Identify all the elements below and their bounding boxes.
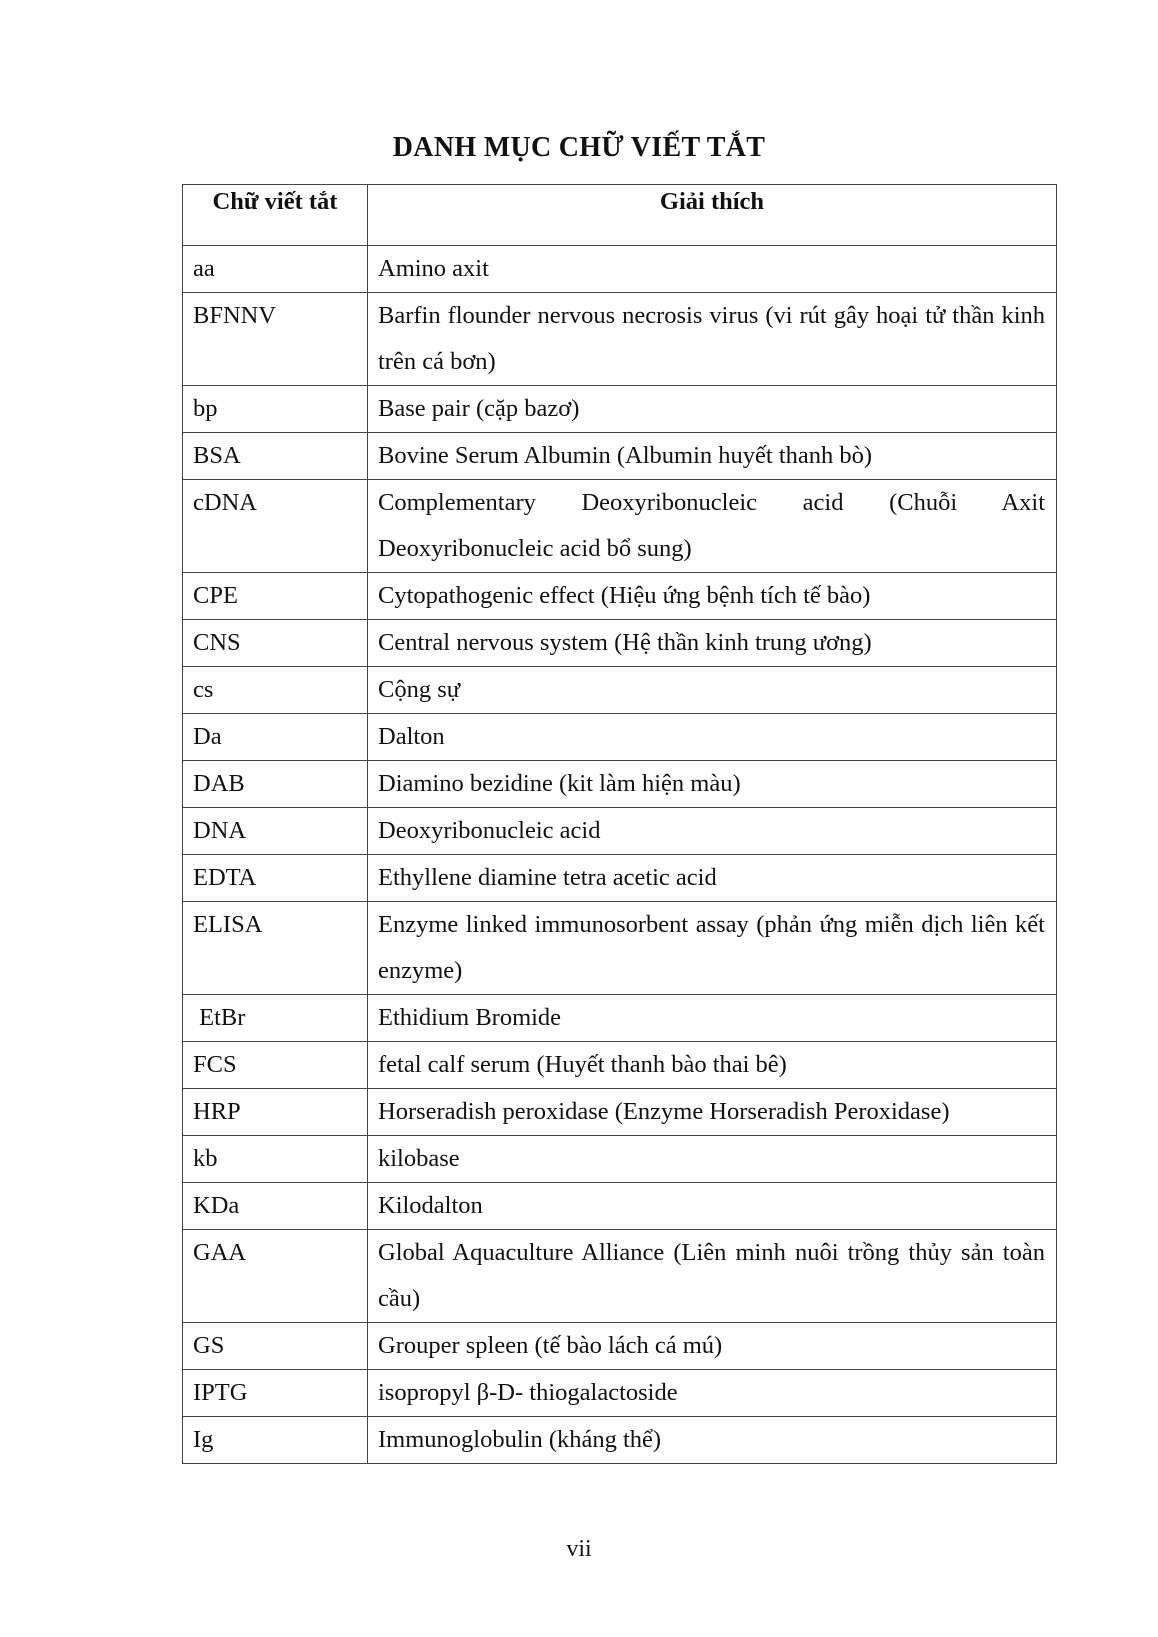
table-row <box>183 714 1057 761</box>
abbreviation-cell: bp <box>183 386 368 433</box>
table-row <box>183 386 1057 433</box>
table-row <box>183 1370 1057 1417</box>
table-row <box>183 808 1057 855</box>
abbreviation-cell: EDTA <box>183 855 368 902</box>
abbreviation-cell: IPTG <box>183 1370 368 1417</box>
abbreviation-cell: DAB <box>183 761 368 808</box>
table-row <box>183 1230 1057 1323</box>
abbreviation-cell: BSA <box>183 433 368 480</box>
explanation-cell: Ethidium Bromide <box>368 995 1057 1042</box>
table-row <box>183 855 1057 902</box>
table-row <box>183 1417 1057 1464</box>
abbreviation-cell: HRP <box>183 1089 368 1136</box>
explanation-cell: Cytopathogenic effect (Hiệu ứng bệnh tích tế bào) <box>368 573 1057 620</box>
abbreviation-cell: GAA <box>183 1230 368 1323</box>
table-row <box>183 573 1057 620</box>
abbreviation-cell: Da <box>183 714 368 761</box>
page-title: DANH MỤC CHỮ VIẾT TẮT <box>392 132 766 163</box>
header-explanation: Giải thích <box>368 185 1057 246</box>
abbreviation-table <box>182 184 1057 1464</box>
abbreviation-cell: GS <box>183 1323 368 1370</box>
abbreviation-cell: CNS <box>183 620 368 667</box>
explanation-cell: Barfin flounder nervous necrosis virus (vi rút gây hoại tử thần kinh trên cá bơn) <box>368 293 1057 386</box>
explanation-cell: Dalton <box>368 714 1057 761</box>
explanation-cell: Grouper spleen (tế bào lách cá mú) <box>368 1323 1057 1370</box>
table-row <box>183 1089 1057 1136</box>
table-row <box>183 902 1057 995</box>
explanation-cell: Global Aquaculture Alliance (Liên minh nuôi trồng thủy sản toàn cầu) <box>368 1230 1057 1323</box>
abbreviation-cell: CPE <box>183 573 368 620</box>
table-row <box>183 620 1057 667</box>
abbreviation-cell: BFNNV <box>183 293 368 386</box>
explanation-cell: Amino axit <box>368 246 1057 293</box>
explanation-cell: Complementary Deoxyribonucleic acid (Chuỗi Axit Deoxyribonucleic acid bổ sung) <box>368 480 1057 573</box>
table-row <box>183 293 1057 386</box>
explanation-cell: Deoxyribonucleic acid <box>368 808 1057 855</box>
abbreviation-cell: FCS <box>183 1042 368 1089</box>
table-row <box>183 667 1057 714</box>
table-row <box>183 1323 1057 1370</box>
header-abbreviation: Chữ viết tắt <box>183 185 368 246</box>
abbreviation-cell: aa <box>183 246 368 293</box>
abbreviation-cell: Ig <box>183 1417 368 1464</box>
explanation-cell: Kilodalton <box>368 1183 1057 1230</box>
table-header-row <box>183 185 1057 246</box>
explanation-cell: fetal calf serum (Huyết thanh bào thai bê) <box>368 1042 1057 1089</box>
explanation-cell: Ethyllene diamine tetra acetic acid <box>368 855 1057 902</box>
table-row <box>183 1136 1057 1183</box>
table-row <box>183 433 1057 480</box>
abbreviation-cell: KDa <box>183 1183 368 1230</box>
table-row <box>183 995 1057 1042</box>
table-body <box>183 246 1057 1464</box>
abbreviation-cell: ELISA <box>183 902 368 995</box>
explanation-cell: isopropyl β-D- thiogalactoside <box>368 1370 1057 1417</box>
explanation-cell: Bovine Serum Albumin (Albumin huyết thanh bò) <box>368 433 1057 480</box>
abbreviation-cell: DNA <box>183 808 368 855</box>
abbreviation-cell: EtBr <box>183 995 368 1042</box>
explanation-cell: Base pair (cặp bazơ) <box>368 386 1057 433</box>
explanation-cell: Enzyme linked immunosorbent assay (phản ứng miễn dịch liên kết enzyme) <box>368 902 1057 995</box>
explanation-cell: Immunoglobulin (kháng thể) <box>368 1417 1057 1464</box>
abbreviation-cell: cs <box>183 667 368 714</box>
page-number: vii <box>566 1536 592 1562</box>
abbreviation-cell: kb <box>183 1136 368 1183</box>
abbreviation-cell: cDNA <box>183 480 368 573</box>
explanation-cell: Horseradish peroxidase (Enzyme Horseradish Peroxidase) <box>368 1089 1057 1136</box>
explanation-cell: Diamino bezidine (kit làm hiện màu) <box>368 761 1057 808</box>
table-row <box>183 1042 1057 1089</box>
table-row <box>183 761 1057 808</box>
explanation-cell: kilobase <box>368 1136 1057 1183</box>
table-row <box>183 480 1057 573</box>
explanation-cell: Central nervous system (Hệ thần kinh trung ương) <box>368 620 1057 667</box>
explanation-cell: Cộng sự <box>368 667 1057 714</box>
table-row <box>183 1183 1057 1230</box>
table-row <box>183 246 1057 293</box>
